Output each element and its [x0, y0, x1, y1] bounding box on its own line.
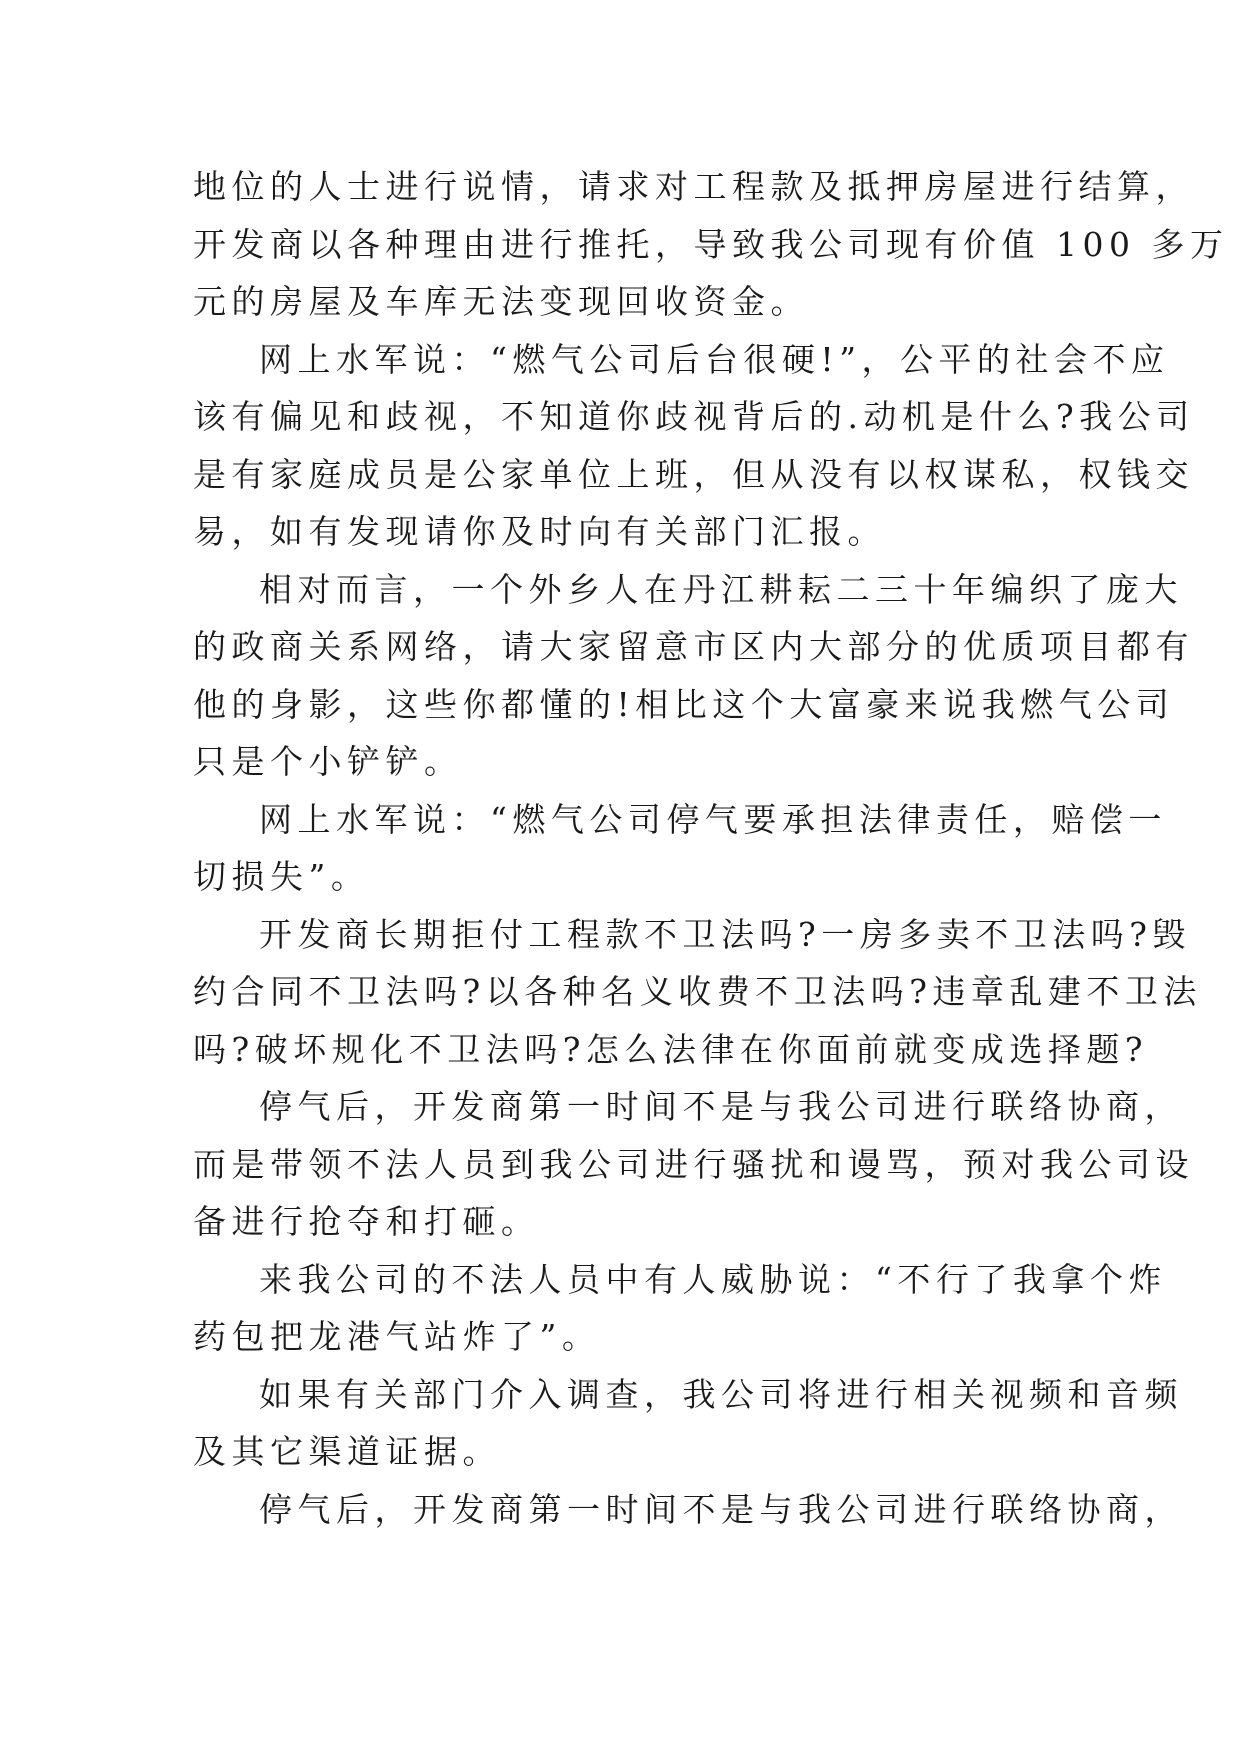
text-line: 吗?破坏规化不卫法吗?怎么法律在你面前就变成选择题?: [193, 1029, 1149, 1069]
text-line: 开发商长期拒付工程款不卫法吗?一房多卖不卫法吗?毁: [259, 914, 1191, 954]
text-line: 元的房屋及车库无法变现回收资金。: [193, 282, 809, 321]
text-line: 网上水军说：“燃气公司后台很硬!”，公平的社会不应: [259, 339, 1170, 379]
paragraph-7: [193, 1251, 1167, 1366]
text-line: 备进行抢夺和打砸。: [193, 1202, 540, 1241]
text-line: 约合同不卫法吗?以各种名义收费不卫法吗?违章乱建不卫法: [193, 972, 1202, 1011]
text-line: 相对而言，一个外乡人在丹江耕耘二三十年编织了庞大: [259, 569, 1183, 609]
text-line: 易，如有发现请你及时向有关部门汇报。: [193, 512, 886, 551]
paragraph-4: [193, 791, 1167, 906]
text-line: 他的身影，这些你都懂的!相比这个大富豪来说我燃气公司: [193, 684, 1175, 724]
paragraph-5: [193, 906, 1202, 1079]
paragraph-1: [193, 158, 1229, 331]
text-line: 来我公司的不法人员中有人威胁说：“不行了我拿个炸: [259, 1259, 1167, 1299]
text-line: 地位的人士进行说情，请求对工程款及抵押房屋进行结算，: [193, 167, 1194, 206]
text-line: 的政商关系网络，请大家留意市区内大部分的优质项目都有: [193, 627, 1194, 666]
text-line: 如果有关部门介入调查，我公司将进行相关视频和音频: [259, 1374, 1183, 1414]
text-line: 而是带领不法人员到我公司进行骚扰和谩骂，预对我公司设: [193, 1144, 1194, 1184]
text-line: 药包把龙港气站炸了”。: [193, 1317, 601, 1356]
text-line: 及其它渠道证据。: [193, 1432, 501, 1471]
text-line: 是有家庭成员是公家单位上班，但从没有以权谋私，权钱交: [193, 454, 1194, 494]
paragraph-6: [193, 1078, 1194, 1251]
text-line: 切损失”。: [193, 857, 370, 896]
text-line: 停气后，开发商第一时间不是与我公司进行联络协商，: [259, 1087, 1183, 1126]
text-line: 开发商以各种理由进行推托，导致我公司现有价值 100 多万: [193, 224, 1229, 264]
paragraph-8: [193, 1366, 1183, 1481]
document-body: [193, 158, 1229, 1538]
text-line: 网上水军说：“燃气公司停气要承担法律责任，赔偿一: [259, 799, 1167, 839]
paragraph-2: [193, 331, 1195, 561]
text-line: 停气后，开发商第一时间不是与我公司进行联络协商，: [259, 1489, 1183, 1529]
text-line: 该有偏见和歧视，不知道你歧视背后的.动机是什么?我公司: [193, 397, 1195, 436]
paragraph-3: [193, 561, 1194, 791]
paragraph-9: [193, 1481, 1183, 1539]
text-line: 只是个小铲铲。: [193, 742, 463, 781]
